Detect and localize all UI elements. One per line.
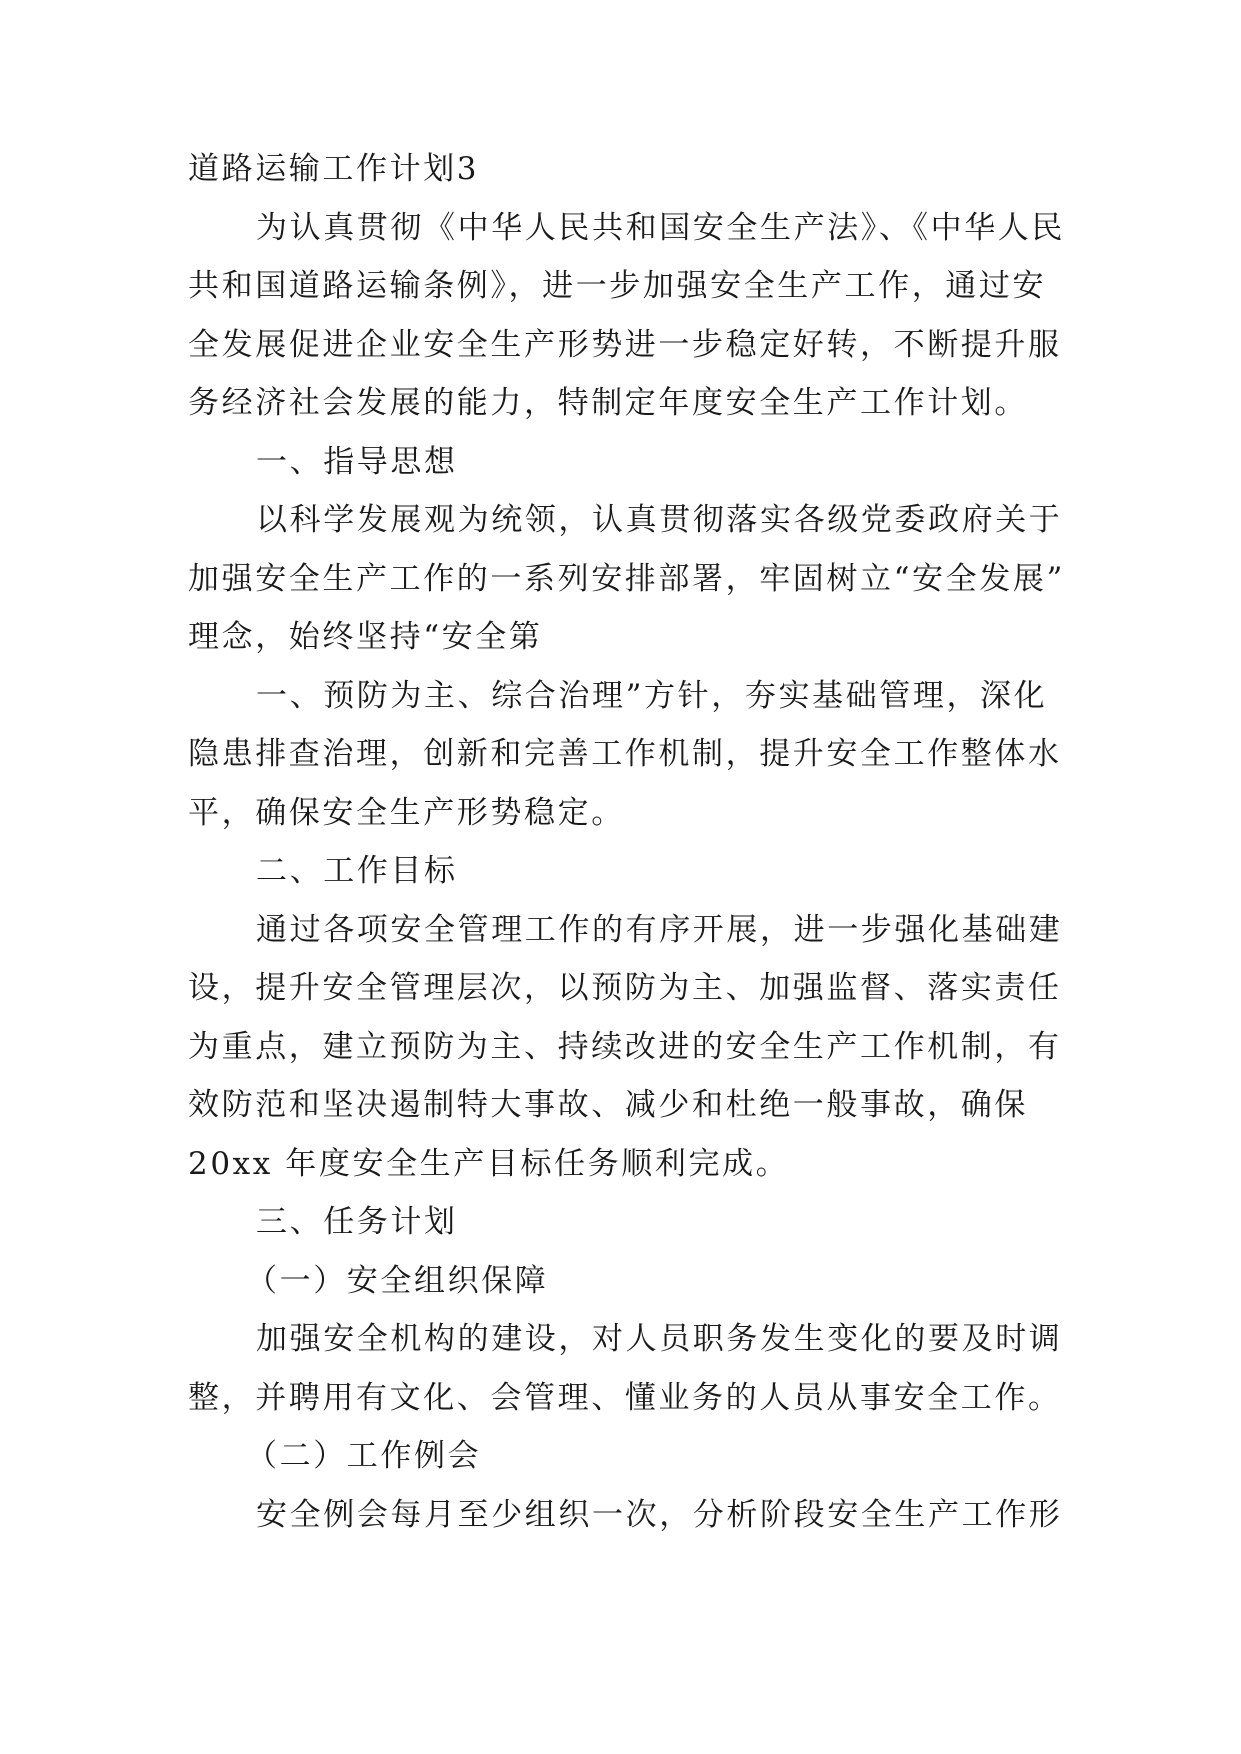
paragraph-line: 效防范和坚决遏制特大事故、减少和杜绝一般事故，确保 xyxy=(188,1087,1028,1123)
paragraph-line: 整，并聘用有文化、会管理、懂业务的人员从事安全工作。 xyxy=(188,1379,1062,1416)
paragraph-line: 加强安全机构的建设，对人员职务发生变化的要及时调 xyxy=(256,1321,1063,1357)
paragraph-line: 隐患排查治理，创新和完善工作机制，提升安全工作整体水 xyxy=(188,736,1062,772)
paragraph-line: 安全例会每月至少组织一次，分析阶段安全生产工作形 xyxy=(256,1496,1063,1533)
document-body xyxy=(0,140,1241,1544)
paragraph-line: 理念，始终坚持“安全第 xyxy=(188,619,543,655)
paragraph-work-meeting xyxy=(0,1486,1241,1545)
paragraph-line: 为认真贯彻《中华人民共和国安全生产法》、《中华人民 xyxy=(256,209,1065,246)
paragraph-work-goals xyxy=(0,901,1241,1194)
paragraph-line: 务经济社会发展的能力，特制定年度安全生产工作计划。 xyxy=(188,385,1028,421)
paragraph-line: 20xx 年度安全生产目标任务顺利完成。 xyxy=(188,1145,790,1182)
paragraph-intro xyxy=(0,199,1241,433)
section-heading-guiding-ideology: 一、指导思想 xyxy=(256,443,458,480)
paragraph-line: 以科学发展观为统领，认真贯彻落实各级党委政府关于 xyxy=(256,502,1063,538)
paragraph-guiding-ideology xyxy=(0,491,1241,667)
paragraph-line: 设，提升安全管理层次，以预防为主、加强监督、落实责任 xyxy=(188,970,1062,1006)
paragraph-safety-organization xyxy=(0,1310,1241,1427)
paragraph-line: 通过各项安全管理工作的有序开展，进一步强化基础建 xyxy=(256,911,1063,948)
paragraph-line: 为重点，建立预防为主、持续改进的安全生产工作机制，有 xyxy=(188,1028,1062,1065)
paragraph-line: 全发展促进企业安全生产形势进一步稳定好转，不断提升服 xyxy=(188,326,1062,363)
paragraph-policy xyxy=(0,667,1241,843)
paragraph-line: 一、预防为主、综合治理”方针，夯实基础管理，深化 xyxy=(256,677,1048,714)
section-heading-work-goals: 二、工作目标 xyxy=(256,853,458,889)
paragraph-line: 加强安全生产工作的一系列安排部署，牢固树立“安全发展” xyxy=(188,560,1065,597)
section-heading-task-plan: 三、任务计划 xyxy=(256,1204,458,1240)
subheading-safety-organization: （一）安全组织保障 xyxy=(246,1262,549,1299)
paragraph-line: 共和国道路运输条例》，进一步加强安全生产工作，通过安 xyxy=(188,268,1047,304)
paragraph-line: 平，确保安全生产形势稳定。 xyxy=(188,794,625,831)
subheading-work-meeting: （二）工作例会 xyxy=(246,1438,482,1474)
document-title: 道路运输工作计划3 xyxy=(188,151,480,187)
